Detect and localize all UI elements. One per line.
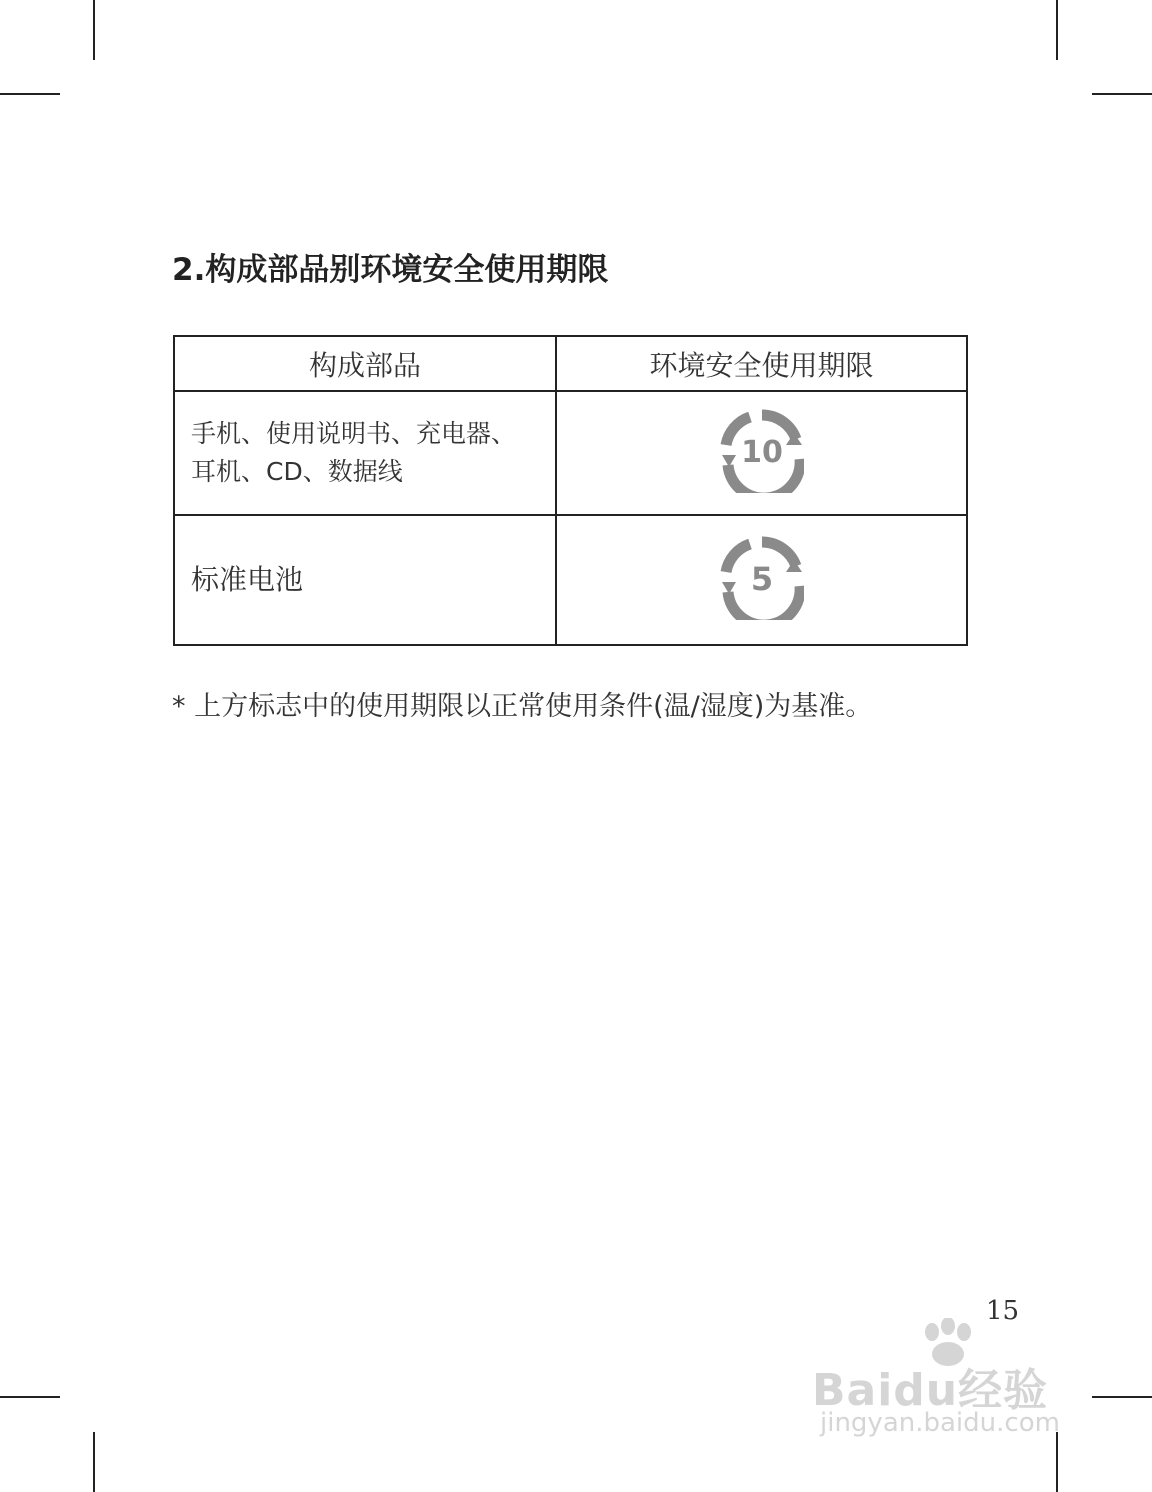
watermark-brand: Baidu经验 <box>812 1365 1049 1416</box>
parts-cell <box>174 515 556 645</box>
period-cell <box>556 515 967 645</box>
section-title: 2.构成部品别环境安全使用期限 <box>172 252 609 288</box>
environment-period-5-icon <box>720 536 804 620</box>
crop-mark-bottom-left-horizontal <box>0 1396 60 1398</box>
page-number: 15 <box>986 1296 1020 1326</box>
crop-mark-bottom-right-horizontal <box>1092 1396 1152 1398</box>
parts-line: 手机、使用说明书、充电器、 <box>191 419 517 448</box>
crop-mark-top-right-vertical <box>1056 0 1058 60</box>
period-value: 5 <box>750 560 773 598</box>
footnote: * 上方标志中的使用期限以正常使用条件(温/湿度)为基准。 <box>172 691 873 722</box>
period-cell <box>556 391 967 515</box>
parts-period-table <box>173 335 968 646</box>
crop-mark-bottom-left-vertical <box>93 1432 95 1492</box>
crop-mark-top-left-horizontal <box>0 93 60 95</box>
parts-cell <box>174 391 556 515</box>
environment-period-10-icon <box>720 409 804 493</box>
watermark-url: jingyan.baidu.com <box>820 1408 1060 1438</box>
baidu-watermark <box>812 1318 1082 1448</box>
table-row <box>174 515 967 645</box>
crop-mark-top-left-vertical <box>93 0 95 60</box>
parts-line: 耳机、CD、数据线 <box>191 457 403 486</box>
crop-mark-top-right-horizontal <box>1092 93 1152 95</box>
header-parts: 构成部品 <box>174 336 556 391</box>
period-value: 10 <box>740 435 783 470</box>
parts-line: 标准电池 <box>191 563 304 596</box>
header-period: 环境安全使用期限 <box>556 336 967 391</box>
table-row <box>174 391 967 515</box>
table-header-row <box>174 336 967 391</box>
